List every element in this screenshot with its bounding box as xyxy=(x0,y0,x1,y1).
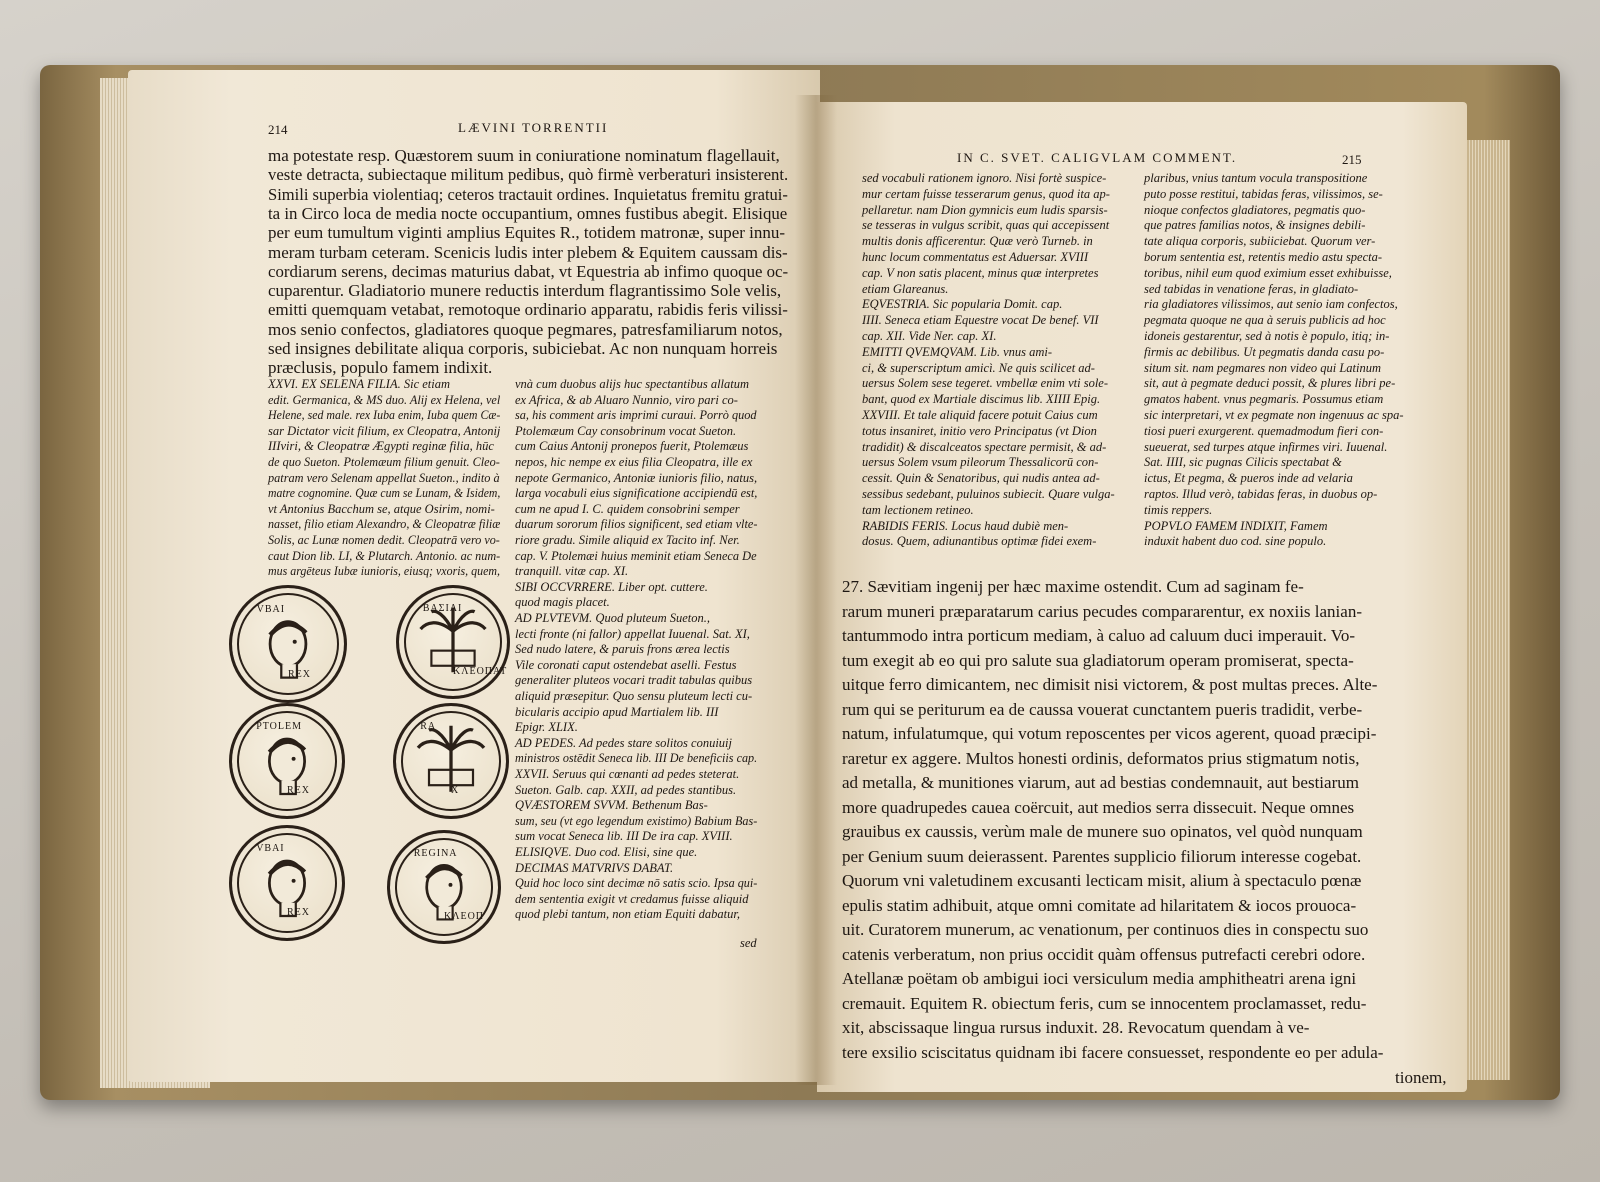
text-line: matre cognomine. Quæ cum se Lunam, & Isidem, xyxy=(268,486,501,501)
coin-illustration xyxy=(229,703,345,819)
text-line: EMITTI QVEMQVAM. Lib. vnus ami- xyxy=(862,344,1053,359)
text-line: bicularis accipio apud Martialem lib. III xyxy=(515,704,719,719)
text-line: sit, aut à pegmate deduci possit, & plures libri pe- xyxy=(1144,376,1396,391)
text-line: Atellanæ poëtam ob ambigui ioci versiculum media amphitheatri arena igni xyxy=(842,969,1357,988)
text-line: firmis ac debilibus. Ut pegmatis danda casu po- xyxy=(1144,344,1385,359)
text-line: ELISIQVE. Duo cod. Elisi, sine que. xyxy=(515,845,698,859)
text-line: induxit habent duo cod. sine populo. xyxy=(1144,534,1327,549)
text-line: larga vocabuli eius significatione accipiendū est, xyxy=(515,486,758,501)
book-gutter xyxy=(795,95,837,1085)
catchword-left: sed xyxy=(740,936,757,950)
text-line: emitti quemquam vetabat, remotoque ordinario apparatu, rabidis feris vilissi- xyxy=(268,300,788,320)
text-line: tere exsilio sciscitatus quidnam ibi facere consuesset, respondente eo per adula- xyxy=(842,1042,1384,1062)
text-line: veste detracta, subiectaque militum pedibus, quò firmè verberaturi insisterent. xyxy=(268,165,789,185)
profile-head-icon xyxy=(232,588,344,700)
text-line: ria gladiatores vilissimos, aut senio iam confectos, xyxy=(1144,297,1398,312)
text-line: cordiarum serens, decimas maturius dabat, vt Equestria ab infimo quoque oc- xyxy=(268,261,789,281)
coin-legend-top: RA xyxy=(420,721,437,733)
text-line: etiam Glareanus. xyxy=(862,281,949,296)
left-page xyxy=(128,70,820,1082)
text-line: cap. XII. Vide Ner. cap. XI. xyxy=(862,329,997,343)
text-line: idoneis gestarentur, sed à notis è populo, itiq; in- xyxy=(1144,329,1390,343)
text-line: AD PEDES. Ad pedes stare solitos conuiuij xyxy=(515,735,732,750)
text-line: totus insaniret, initio vero Principatus (vt Dion xyxy=(862,423,1097,438)
text-line: mur certam fuisse tesserarum genus, quod ita ap- xyxy=(862,186,1110,201)
text-line: raretur ex aggere. Multos honesti ordinis, deformatos prius stigmatum notis, xyxy=(842,748,1360,768)
running-head-right: IN C. SVET. CALIGVLAM COMMENT. xyxy=(957,150,1238,165)
text-line: tantummodo intra porticum mediam, à caluo ad caluum duci imperauit. Vo- xyxy=(842,626,1356,645)
text-line: sessibus sedebant, puluinos subiecit. Quare vulga- xyxy=(862,487,1115,501)
text-line: sed tabidas in venatione feras, in gladiato- xyxy=(1144,281,1359,296)
text-line: ma potestate resp. Quæstorem suum in coniuratione nominatum flagellauit, xyxy=(268,146,780,165)
text-line: patram vero Selenam appellat Sueton., indito à xyxy=(268,470,500,485)
text-line: Quorum vni valetudinem excusanti lecticam misit, alium à spectaculo pœnæ xyxy=(842,871,1362,890)
text-line: 27. Sævitiam ingenij per hæc maxime ostendit. Cum ad saginam fe- xyxy=(842,577,1304,596)
text-line: IIIviri, & Cleopatræ Ægypti reginæ filia, hūc xyxy=(268,439,494,454)
text-line: sic interpretari, vt ex pegmate non ingenuus ac spa- xyxy=(1144,408,1404,422)
text-line: Vile coronati caput ostendebat aselli. Festus xyxy=(515,657,737,672)
text-line: sed vocabuli rationem ignoro. Nisi fortè suspice- xyxy=(862,171,1107,185)
text-line: sed insignes debilitate aliqua corporis, subiciebat. Ac non nunquam horreis xyxy=(268,339,778,358)
text-line: rum qui se periturum ea de caussa vouerat cunctantem pueris tradidit, verbe- xyxy=(842,699,1363,719)
text-line: XXVII. Seruus qui cœnanti ad pedes steterat. xyxy=(515,767,740,781)
coin-legend-bottom: REX xyxy=(288,668,311,680)
text-line: raptos. Illud verò, tabidas feras, in duobus op- xyxy=(1144,487,1378,501)
text-line: QVÆSTOREM SVVM. Bethenum Bas- xyxy=(515,798,708,813)
text-line: quod plebi tantum, non etiam Equiti dabatur, xyxy=(515,907,740,922)
text-line: generaliter pluteos vocari tradit tabulas quibus xyxy=(515,673,753,688)
text-line: RABIDIS FERIS. Locus haud dubiè men- xyxy=(862,518,1069,533)
profile-head-icon xyxy=(232,828,342,938)
text-line: se tesseras in vulgus scribit, quas qui accepissent xyxy=(862,218,1110,233)
text-line: tam lectionem retineo. xyxy=(862,502,974,517)
text-line: bant, quod ex Martiale discimus lib. XIIII Epig. xyxy=(862,392,1101,407)
text-line: nasset, filio etiam Alexandro, & Cleopatræ filiæ xyxy=(268,517,501,532)
text-line: XXVI. EX SELENA FILIA. Sic etiam xyxy=(268,377,451,391)
text-line: meram turbam ceteram. Scenicis ludis inter plebem & Equitem caussam dis- xyxy=(268,242,788,262)
text-line: gmatos habent. vnus pegmaris. Possumus etiam xyxy=(1144,392,1384,407)
text-line: que patres familias notos, & insignes debili- xyxy=(1144,218,1366,233)
text-line: plaribus, vnius tantum vocula transpositione xyxy=(1144,171,1368,185)
text-line: situm sit. nam pegmares non video qui Latinum xyxy=(1144,360,1382,375)
text-line: natum, infulatumque, qui votum reposcentes per vicos agerent, quoad præcipi- xyxy=(842,724,1377,743)
page-number-left: 214 xyxy=(268,122,288,137)
coin-illustration xyxy=(396,585,510,699)
text-line: Helene, sed male. rex Iuba enim, Iuba quem Cæ- xyxy=(268,408,501,423)
text-line: uersus Solem vsum pileorum Thessalicorū con- xyxy=(862,455,1099,470)
text-line: edit. Germanica, & MS duo. Alij ex Helena, vel xyxy=(268,392,501,407)
text-line: caut Dion lib. LI, & Plutarch. Antonio. ac num- xyxy=(268,548,501,563)
text-line: mus argēteus Iubæ iunioris, eiusq; vxoris, quem, xyxy=(268,564,500,579)
coin-illustration xyxy=(387,830,501,944)
text-line: ci, & superscriptum amicì. Ne quis scilicet ad- xyxy=(862,360,1095,375)
coin-legend-bottom: REX xyxy=(287,907,310,919)
coin-legend-top: REGINA xyxy=(413,848,458,860)
coin-legend-top: ΒΑΣΙΛΙ xyxy=(422,603,463,615)
text-line: DECIMAS MATVRIVS DABAT. xyxy=(515,860,674,875)
text-line: cuparentur. Gladiatorio munere reductis interdum flagrantissimo Sole velis, xyxy=(268,281,782,301)
text-line: dem sententia exigit vt credamus fuisse aliquid xyxy=(515,891,749,906)
coin-legend-top: VBAI xyxy=(256,843,285,855)
text-line: pegmata quoque ne qua à seruis publicis ad hoc xyxy=(1144,313,1386,328)
text-line: tate aliqua corporis, subiiciebat. Quorum ver- xyxy=(1144,234,1376,249)
text-line: uersus Solem sese tegeret. vmbellæ enim vti sole- xyxy=(862,376,1109,391)
text-line: SIBI OCCVRRERE. Liber opt. cuttere. xyxy=(515,579,708,594)
text-line: nepote Germanico, Antoniæ iunioris filio, natus, xyxy=(515,470,758,485)
text-line: uitque ferro dimicantem, nec dimisit nisi victorem, & post multas preces. Alte- xyxy=(842,675,1378,694)
palm-tree-icon xyxy=(396,706,506,816)
text-line: sum vocat Seneca lib. III De ira cap. XVIII. xyxy=(515,829,733,844)
text-line: XXVIII. Et tale aliquid facere potuit Caius cum xyxy=(862,408,1098,422)
text-line: cessit. Quin & Senatoribus, qui nudis antea ad- xyxy=(862,471,1100,486)
text-line: sueuerat, sed turpes atque infirmes viri. Iuuenal. xyxy=(1144,439,1388,454)
coin-legend-bottom: X xyxy=(451,785,460,797)
text-line: puto posse restitui, tabidas feras, vilissimos, se- xyxy=(1144,186,1383,201)
text-line: dosus. Quem, adiunantibus optimæ fidei exem- xyxy=(862,534,1097,549)
text-line: vnà cum duobus alijs huc spectantibus allatum xyxy=(515,377,750,391)
text-line: Sueton. Galb. cap. XXII, ad pedes stantibus. xyxy=(515,782,737,797)
text-line: ta in Circo loca de media nocte occupantium, omnes fustibus abegit. Elisique xyxy=(268,203,788,223)
text-line: tum exegit ab eo qui pro salute sua gladiatorum operam promiserat, specta- xyxy=(842,650,1354,670)
text-line: Ptolemæum Cay consobrinum vocat Sueton. xyxy=(515,423,737,438)
running-head-left: LÆVINI TORRENTII xyxy=(458,120,609,135)
text-line: præclusis, populo famem indixit. xyxy=(268,358,493,378)
text-line: catenis verberatum, non prius occidit quàm offensus putrefacti cerebri odore. xyxy=(842,944,1366,964)
text-line: pellaretur. nam Dion gymnicis eum ludis sparsis- xyxy=(862,202,1108,217)
text-line: multis donis afficerentur. Quæ verò Turneb. in xyxy=(862,234,1093,249)
text-line: quod magis placet. xyxy=(515,595,610,610)
text-line: riore gradu. Simile aliquid ex Tacito inf. Ner. xyxy=(515,533,740,547)
text-line: per Genium suum deierassent. Parentes supplicio filiorum interesse cogebat. xyxy=(842,846,1362,866)
text-line: xit, abscissaque lingua rursus induxit. 28. Revocatum quendam à ve- xyxy=(842,1018,1310,1037)
text-line: AD PLVTEVM. Quod pluteum Sueton., xyxy=(515,611,711,625)
right-page xyxy=(817,102,1467,1092)
text-line: nioque confectos gladiatores, pegmatis quo- xyxy=(1144,202,1366,217)
text-line: ex Africa, & ab Aluaro Nunnio, viro pari co- xyxy=(515,392,738,407)
text-line: Sat. IIII, sic pugnas Cilicis spectabat & xyxy=(1144,455,1342,470)
coin-illustration xyxy=(229,585,347,703)
text-line: Solis, ac Lunæ nomen dedit. Cleopatrā vero vo- xyxy=(268,533,500,547)
text-line: POPVLO FAMEM INDIXIT, Famem xyxy=(1144,518,1328,533)
text-line: vt Antonius Bacchum se, atque Osirim, nomi- xyxy=(268,501,495,516)
text-line: IIII. Seneca etiam Equestre vocat De benef. VII xyxy=(862,313,1099,328)
coin-legend-bottom: ΚΛΕΟΠ xyxy=(444,910,485,922)
page-number-right: 215 xyxy=(1342,152,1362,167)
text-line: sa, his comment aris imprimi curaui. Porrò quod xyxy=(515,408,757,423)
text-line: aliquid præsepitur. Quo sensu pluteum lecti cu- xyxy=(515,689,753,703)
coin-illustration xyxy=(393,703,509,819)
text-line: cap. V non satis placent, minus quæ interpretes xyxy=(862,265,1099,280)
text-line: EQVESTRIA. Sic popularia Domit. cap. xyxy=(862,297,1063,312)
text-line: lecti fronte (ni fallor) appellat Iuuenal. Sat. XI, xyxy=(515,626,750,641)
text-line: hunc locum commentatus est Aduersar. XVIII xyxy=(862,250,1089,264)
text-line: Epigr. XLIX. xyxy=(515,720,578,735)
text-line: cap. V. Ptolemæi huius meminit etiam Seneca De xyxy=(515,548,757,563)
text-line: per eum tumultum viginti amplius Equites R., totidem matronæ, super innu- xyxy=(268,223,786,243)
text-line: uit. Curatorem munerum, ac venationum, per continuos dies in conspectu suo xyxy=(842,920,1369,939)
text-line: tranquill. vitæ cap. XI. xyxy=(515,564,629,579)
coin-illustration xyxy=(229,825,345,941)
text-line: more quadrupedes cauea coërcuit, aut medios serra dissecuit. Neque omnes xyxy=(842,797,1355,817)
catchword-right: tionem, xyxy=(1395,1068,1447,1087)
coin-legend-top: PTOLEM xyxy=(256,721,303,733)
text-line: sar Dictator vicit filium, ex Cleopatra, Antonij xyxy=(268,423,501,438)
text-line: timis reppers. xyxy=(1144,502,1213,517)
text-line: borum sententia est, retentis medio astu specta- xyxy=(1144,250,1383,264)
coin-legend-top: VBAI xyxy=(256,603,286,615)
text-line: ad metalla, & munitiones viarum, aut ad bestias condemnauit, aut bestiarum xyxy=(842,773,1359,792)
text-line: ictus, Et pegma, & pueros inde ad velaria xyxy=(1144,471,1353,486)
text-line: cremauit. Equitem R. obiectum feris, cum se innocentem proclamasset, redu- xyxy=(842,993,1367,1013)
text-line: tradidit) & discalceatos spectare permisit, & ad- xyxy=(862,439,1107,454)
text-line: tiosi pueri exurgerent. quemadmodum fieri con- xyxy=(1144,423,1384,438)
text-line: Quid hoc loco sint decimæ nō satis scio. Ipsa qui- xyxy=(515,876,758,891)
text-line: toribus, nihil eum quod eximium esset exhibuisse, xyxy=(1144,265,1392,280)
coin-legend-bottom: REX xyxy=(287,785,310,797)
coin-legend-bottom: ΚΛΕΟΠΑΤ xyxy=(453,665,508,677)
text-line: cum ne apud I. C. quidem consobrini semper xyxy=(515,501,740,516)
text-line: epulis statim adhibuit, atque omni comitate ad hilaritatem & iocos prouoca- xyxy=(842,895,1357,915)
text-line: sum, seu (vt ego legendum existimo) Babium Bas- xyxy=(515,813,758,828)
text-line: ministros ostēdit Seneca lib. III De beneficiis cap. xyxy=(515,751,758,766)
text-line: mos senio confectos, gladiatores quoque pegmares, patresfamiliarum notos, xyxy=(268,319,783,339)
text-line: nepos, hic nempe ex eius filia Cleopatra, ille ex xyxy=(515,455,753,469)
text-line: duarum sororum filios significent, sed etiam vlte- xyxy=(515,517,758,532)
text-line: cum Caius Antonij pronepos fuerit, Ptolemæus xyxy=(515,439,749,454)
text-line: Sed nudo latere, & paruis frons ærea lectis xyxy=(515,642,730,657)
text-line: Simili superbia violentiaq; ceteros tractauit ordines. Inquietatus fremitu gratui- xyxy=(268,184,788,204)
text-line: grauibus ex caussis, verùm male de munere suo opinatos, vel quòd nunquam xyxy=(842,822,1363,841)
text-line: de quo Sueton. Ptolemæum filium genuit. Cleo- xyxy=(268,455,500,469)
text-line: rarum muneri præparatarum carius pecudes compararentur, ex noxiis lanian- xyxy=(842,601,1362,621)
